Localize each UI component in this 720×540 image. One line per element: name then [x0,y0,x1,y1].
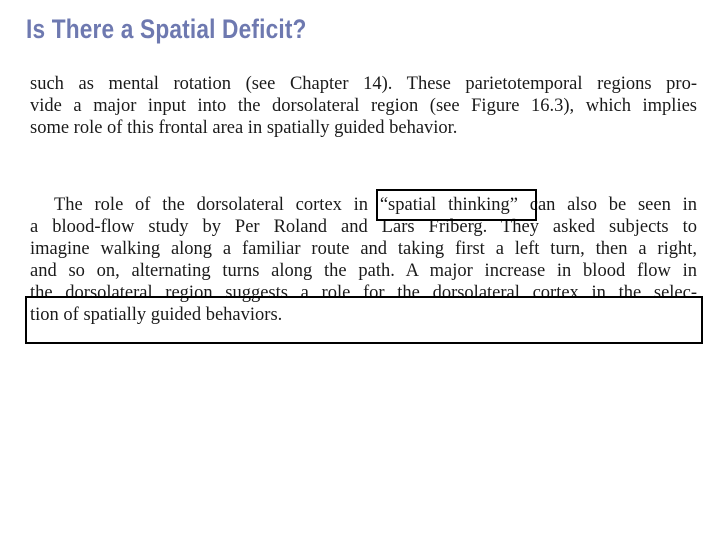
text-line: vide a major input into the dorsolateral region (see Figure 16.3), which implies [30,96,697,116]
text-line: some role of this frontal area in spatially guided behavior. [30,118,458,138]
paragraph-2 [30,194,697,326]
paragraph-1 [30,73,697,139]
text-line: imagine walking along a familiar route and taking first a left turn, then a right, [30,239,697,259]
slide-title: Is There a Spatial Deficit? [26,14,307,44]
text-line: tion of spatially guided behaviors. [30,305,283,325]
text-line: The role of the dorsolateral cortex in “spatial thinking” can also be seen in [54,195,697,215]
text-line: and so on, alternating turns along the path. A major increase in blood flow in [30,261,697,281]
text-line: a blood-flow study by Per Roland and Lars Friberg. They asked subjects to [30,217,697,237]
text-line: the dorsolateral region suggests a role for the dorsolateral cortex in the selec- [30,283,697,303]
text-line: such as mental rotation (see Chapter 14). These parietotemporal regions pro- [30,74,697,94]
